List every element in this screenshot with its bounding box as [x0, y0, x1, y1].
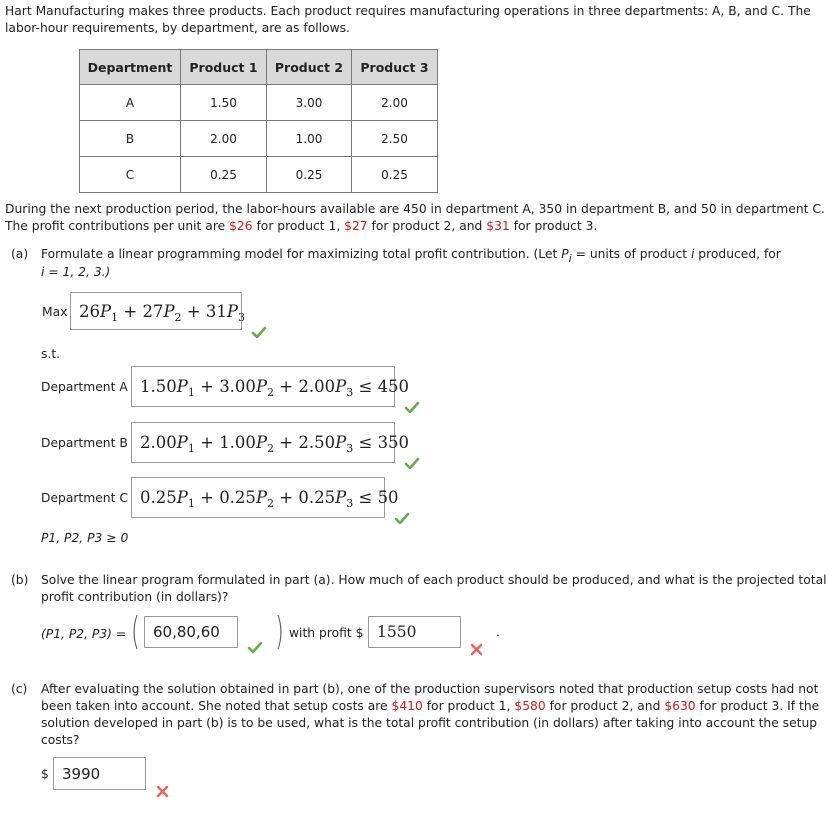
table-row: [80, 121, 438, 157]
part-c-question-line-1: After evaluating the solution obtained in part (b), one of the production supervisors noted that production setup costs had not: [41, 682, 819, 696]
setup-text-b: for product 1,: [422, 699, 515, 713]
intro-line-2: labor-hour requirements, by department, are as follows.: [5, 21, 350, 35]
table-cell: 2.50: [352, 121, 438, 157]
table-row: [80, 85, 438, 121]
objective-input[interactable]: $26P_1 + 27P_2 + 31P_3$: [70, 292, 242, 330]
availability-line: During the next production period, the labor-hours available are 450 in department A, 350 in department B, and 50 in department C.: [5, 202, 825, 216]
part-c-question-line-4: costs?: [41, 733, 80, 747]
product-2-setup-cost: $580: [514, 699, 546, 713]
part-a-question-line-2: i = 1, 2, 3.): [41, 265, 111, 279]
table-cell: 0.25: [267, 157, 352, 193]
solution-value: 60,80,60: [153, 623, 220, 641]
labor-hour-table: [79, 49, 438, 193]
profit-line: [5, 218, 597, 235]
profit-text-c: for product 2, and: [367, 219, 487, 233]
with-profit-label: with profit $: [289, 626, 364, 640]
constraint-a-input[interactable]: $1.50P_1 + 3.00P_2 + 2.00P_3 \le 450$: [131, 366, 395, 407]
table-cell: 2.00: [181, 121, 267, 157]
table-cell: C: [80, 157, 181, 193]
table-cell: 3.00: [267, 85, 352, 121]
profit-text-a: The profit contributions per unit are: [5, 219, 230, 233]
product-1-setup-cost: $410: [391, 699, 423, 713]
department-a-label: Department A: [41, 380, 128, 394]
var-p: P: [561, 247, 569, 261]
solution-input[interactable]: [144, 616, 238, 648]
table-cell: 2.00: [352, 85, 438, 121]
solution-check-icon: [247, 641, 263, 655]
part-c-question-line-3: solution developed in part (b) is to be used, what is the total profit contribution (in dollars) after taking into account the setup: [41, 716, 818, 730]
header-product-1: Product 1: [181, 50, 267, 85]
obj-coef-3: 31: [205, 301, 227, 321]
part-b-question-line-1: Solve the linear program formulated in part (a). How much of each product should be produced, and what is the projected total: [41, 573, 827, 587]
header-department: Department: [80, 50, 181, 85]
department-c-label: Department C: [41, 491, 128, 505]
a-coef-1: 1.50: [140, 377, 177, 396]
left-paren: (: [130, 609, 140, 653]
header-product-2: Product 2: [267, 50, 352, 85]
setup-answer-value: 3990: [62, 764, 101, 783]
product-2-profit: $27: [344, 219, 368, 233]
a-coef-2: 3.00: [219, 377, 256, 396]
constraint-b-check-icon: [404, 457, 420, 471]
part-a-text-2: = units of product: [571, 247, 691, 261]
setup-text-a: been taken into account. She noted that setup costs are: [41, 699, 392, 713]
constraint-b-input[interactable]: $2.00P_1 + 1.00P_2 + 2.50P_3 \le 350$: [131, 422, 395, 463]
profit-text-b: for product 1,: [252, 219, 345, 233]
part-b-question-line-2: profit contribution (in dollars)?: [41, 590, 229, 604]
nonnegativity-constraint: P1, P2, P3 ≥ 0: [41, 531, 129, 545]
table-cell: B: [80, 121, 181, 157]
var-i: i: [690, 247, 695, 261]
constraint-c-input[interactable]: $0.25P_1 + 0.25P_2 + 0.25P_3 \le 50$: [131, 477, 385, 518]
department-b-label: Department B: [41, 436, 128, 450]
setup-text-c: for product 2, and: [545, 699, 665, 713]
a-rhs: 450: [377, 377, 410, 396]
a-coef-3: 2.00: [298, 377, 336, 396]
constraint-c-check-icon: [394, 512, 410, 526]
st-label: s.t.: [41, 347, 61, 361]
dollar-sign: $: [41, 767, 49, 781]
intro-line-1: Hart Manufacturing makes three products. Each product requires manufacturing operations in three departments: A, B, and C. The: [5, 4, 811, 18]
part-a-question-line-1: [41, 246, 781, 263]
constraint-a-check-icon: [404, 401, 420, 415]
var-sub-i: i: [568, 252, 572, 265]
setup-answer-input[interactable]: [53, 757, 146, 790]
c-coef-3: 0.25: [298, 488, 336, 507]
setup-answer-incorrect-icon: [156, 785, 169, 798]
obj-coef-1: 26: [79, 301, 100, 321]
profit-value: 1550: [377, 623, 417, 641]
table-cell: 1.50: [181, 85, 267, 121]
table-row: [80, 157, 438, 193]
table-cell: 0.25: [181, 157, 267, 193]
part-b-marker: (b): [11, 573, 29, 587]
b-coef-2: 1.00: [219, 433, 256, 452]
product-3-setup-cost: $630: [664, 699, 696, 713]
product-1-profit: $26: [229, 219, 253, 233]
b-coef-1: 2.00: [140, 433, 177, 452]
profit-incorrect-icon: [470, 643, 483, 656]
c-coef-1: 0.25: [140, 488, 177, 507]
objective-check-icon: [251, 326, 267, 340]
right-paren: ): [274, 609, 284, 653]
part-a-marker: (a): [11, 247, 29, 261]
table-header-row: [80, 50, 438, 85]
table-cell: 0.25: [352, 157, 438, 193]
b-rhs: 350: [377, 433, 410, 452]
obj-coef-2: 27: [142, 301, 164, 321]
product-3-profit: $31: [486, 219, 510, 233]
part-a-text-3: produced, for: [694, 247, 781, 261]
c-coef-2: 0.25: [219, 488, 256, 507]
table-cell: 1.00: [267, 121, 352, 157]
table-cell: A: [80, 85, 181, 121]
profit-text-d: for product 3.: [509, 219, 598, 233]
answer-period: .: [496, 625, 500, 639]
part-c-question-line-2: [41, 698, 819, 715]
header-product-3: Product 3: [352, 50, 438, 85]
b-coef-3: 2.50: [298, 433, 336, 452]
part-a-text-1: Formulate a linear programming model for maximizing total profit contribution. (Let: [41, 247, 562, 261]
c-rhs: 50: [377, 488, 399, 507]
profit-input[interactable]: [368, 616, 461, 648]
max-label: Max: [42, 305, 68, 319]
part-c-marker: (c): [11, 682, 28, 696]
vector-label: (P1, P2, P3) =: [41, 627, 127, 641]
setup-text-d: for product 3. If the: [695, 699, 820, 713]
